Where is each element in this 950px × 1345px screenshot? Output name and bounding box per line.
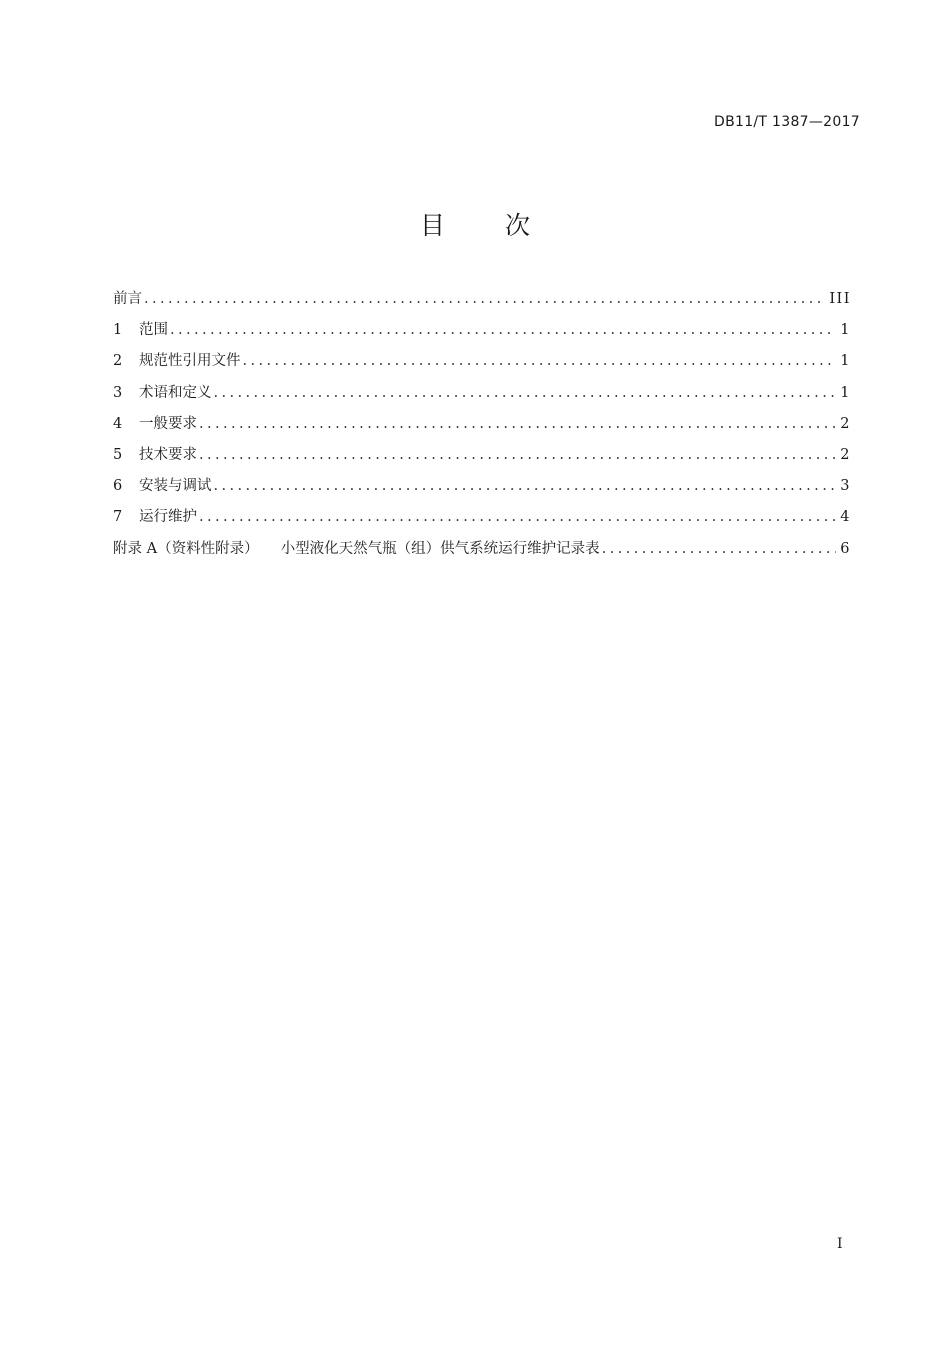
toc-dot-leader	[199, 503, 836, 531]
toc-entry-page: 6	[840, 540, 851, 557]
toc-entry-normative-references[interactable]	[113, 347, 851, 378]
appendix-title: 小型液化天然气瓶（组）供气系统运行维护记录表	[280, 540, 600, 557]
toc-dot-leader	[214, 379, 837, 407]
toc-entry-number: 3	[113, 384, 123, 401]
toc-entry-label	[113, 535, 600, 563]
toc-dot-leader	[199, 410, 836, 438]
toc-entry-label: 安装与调试	[139, 478, 212, 495]
toc-entry-number: 1	[113, 322, 123, 339]
toc-entry-label: 一般要求	[139, 415, 197, 432]
page-title: 目 次	[420, 211, 556, 240]
toc-entry-label: 前言	[113, 291, 142, 307]
toc-dot-leader	[243, 347, 837, 375]
toc-entry-general-requirements[interactable]	[113, 410, 851, 441]
toc-dot-leader	[170, 316, 836, 344]
toc-dot-leader	[602, 535, 837, 563]
toc-entry-scope[interactable]	[113, 316, 851, 347]
page-number: I	[837, 1236, 843, 1252]
toc-entry-foreword[interactable]	[113, 285, 851, 316]
toc-entry-page: 2	[840, 415, 851, 432]
toc-entry-label: 术语和定义	[139, 384, 212, 401]
toc-entry-technical-requirements[interactable]	[113, 441, 851, 472]
toc-entry-page: 1	[840, 384, 851, 401]
toc-entry-label: 运行维护	[139, 509, 197, 526]
toc-entry-label: 范围	[139, 322, 168, 339]
toc-entry-number: 7	[113, 509, 123, 526]
toc-entry-page: 3	[840, 478, 851, 495]
toc-entry-page: 1	[840, 353, 851, 370]
toc-entry-label: 规范性引用文件	[139, 353, 241, 370]
toc-entry-page: 4	[840, 509, 851, 526]
toc-entry-page: III	[829, 291, 851, 307]
toc-dot-leader	[214, 472, 837, 500]
toc-entry-page: 1	[840, 322, 851, 339]
toc-entry-number: 4	[113, 415, 123, 432]
toc-dot-leader	[199, 441, 836, 469]
document-code: DB11/T 1387—2017	[714, 114, 860, 130]
toc-dot-leader	[144, 285, 825, 313]
toc-entry-appendix-a[interactable]	[113, 535, 851, 566]
toc-entry-number: 2	[113, 353, 123, 370]
toc-entry-operation-maintenance[interactable]	[113, 503, 851, 534]
toc-entry-number: 5	[113, 446, 123, 463]
appendix-prefix: 附录 A（资料性附录）	[113, 540, 259, 557]
toc-entry-number: 6	[113, 478, 123, 495]
table-of-contents	[113, 285, 851, 566]
toc-entry-terms-definitions[interactable]	[113, 379, 851, 410]
toc-entry-installation-commissioning[interactable]	[113, 472, 851, 503]
toc-entry-page: 2	[840, 446, 851, 463]
toc-entry-label: 技术要求	[139, 446, 197, 463]
